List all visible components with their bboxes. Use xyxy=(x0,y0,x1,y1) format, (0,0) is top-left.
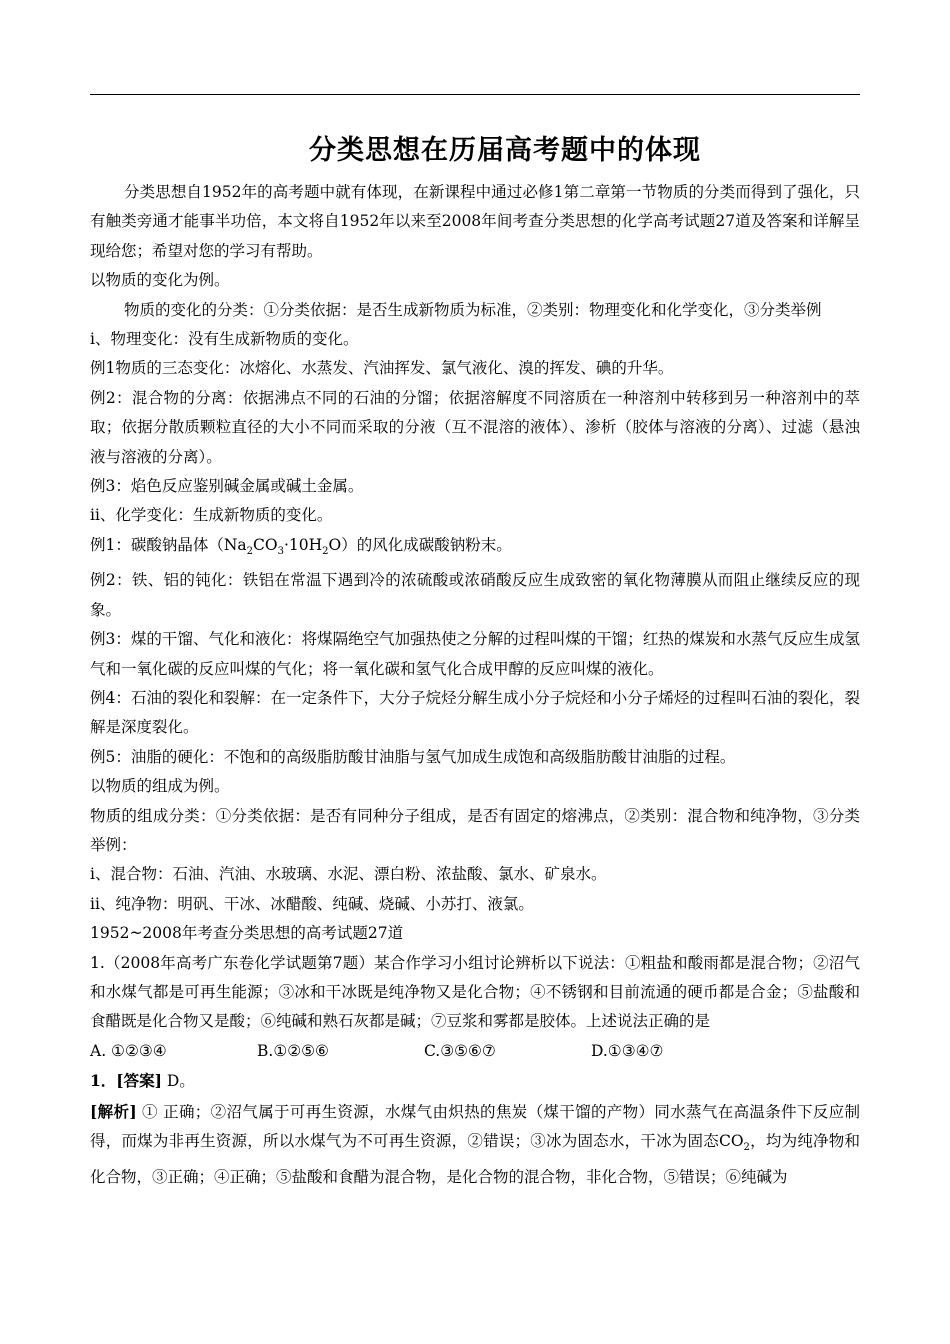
chemical-example-1 xyxy=(90,531,860,567)
question-1-options xyxy=(90,1037,860,1066)
analysis-1 xyxy=(90,1097,860,1192)
option-a: A. ①②③④ xyxy=(90,1041,167,1060)
subscript: 3 xyxy=(277,545,284,557)
question-1: 1.（2008年高考广东卷化学试题第7题）某合作学习小组讨论辨析以下说法：①粗盐和酸雨都是混合物；②沼气和水煤气都是可再生能源；③冰和干冰既是纯净物又是化合物；④不锈钢和目前流通的硬币都是合金；⑤盐酸和食醋既是化合物又是酸；⑥纯碱和熟石灰都是碱；⑦豆浆和雾都是胶体。上述说法正确的是 xyxy=(90,953,860,1031)
chemical-example-5: 例5：油脂的硬化：不饱和的高级脂肪酸甘油脂与氢气加成生成饱和高级脂肪酸甘油脂的过程。 xyxy=(90,747,736,766)
chemical-change-heading: ⅱ、化学变化：生成新物质的变化。 xyxy=(90,506,333,525)
section-heading-questions: 1952~2008年考查分类思想的高考试题27道 xyxy=(90,924,404,943)
subscript: 2 xyxy=(743,1142,750,1154)
answer-value: D。 xyxy=(161,1072,195,1091)
chemical-example-2: 例2：铁、铝的钝化：铁铝在常温下遇到冷的浓硫酸或浓硝酸反应生成致密的氧化物薄膜从而阻止继续反应的现象。 xyxy=(90,571,860,619)
answer-1 xyxy=(90,1066,860,1096)
physical-change-heading: ⅰ、物理变化：没有生成新物质的变化。 xyxy=(90,330,359,349)
answer-label: 1．[答案] xyxy=(90,1071,162,1091)
header-rule xyxy=(90,94,860,95)
option-b: B.①②⑤⑥ xyxy=(257,1041,329,1060)
chemical-example-3: 例3：煤的干馏、气化和液化：将煤隔绝空气加强热使之分解的过程叫煤的干馏；红热的煤炭和水蒸气反应生成氢气和一氧化碳的反应叫煤的气化；将一氧化碳和氢气化合成甲醇的反应叫煤的液化。 xyxy=(90,630,860,678)
composition-classification: 物质的组成分类：①分类依据：是否有同种分子组成，是否有固定的熔沸点，②类别：混合物和纯净物，③分类举例： xyxy=(90,806,860,855)
section-heading-composition: 以物质的组成为例。 xyxy=(90,777,230,796)
physical-example-3: 例3：焰色反应鉴别碱金属或碱土金属。 xyxy=(90,477,364,496)
subscript: 2 xyxy=(322,545,329,557)
analysis-label: [解析] xyxy=(90,1101,137,1121)
physical-example-2: 例2：混合物的分离：依据沸点不同的石油的分馏；依据溶解度不同溶质在一种溶剂中转移到另一种溶剂中的萃取；依据分散质颗粒直径的大小不同而采取的分液（互不混溶的液体）、渗析（胶体与溶液的分离）、过滤（悬浊液与溶液的分离）。 xyxy=(90,388,860,466)
text-span: ·10H xyxy=(284,535,323,554)
chemical-example-4: 例4：石油的裂化和裂解：在一定条件下，大分子烷烃分解生成小分子烷烃和小分子烯烃的过程叫石油的裂化，裂解是深度裂化。 xyxy=(90,689,860,737)
document-body xyxy=(90,178,860,1192)
subscript: 2 xyxy=(246,545,254,557)
text-span: 例1：碳酸钠晶体（Na xyxy=(90,535,247,554)
text-span: CO xyxy=(253,535,278,554)
pure-substance-list: ⅱ、纯净物：明矾、干冰、冰醋酸、纯碱、烧碱、小苏打、液氯。 xyxy=(90,894,534,913)
intro-paragraph: 分类思想自1952年的高考题中就有体现，在新课程中通过必修1第二章第一节物质的分类而得到了强化，只有触类旁通才能事半功倍，本文将自1952年以来至2008年间考查分类思想的化学高考试题27道及答案和详解呈现给您；希望对您的学习有帮助。 xyxy=(90,183,860,260)
text-span: O）的风化成碳酸钠粉末。 xyxy=(328,535,512,554)
change-classification: 物质的变化的分类：①分类依据：是否生成新物质为标准，②类别：物理变化和化学变化，③分类举例 xyxy=(124,300,822,319)
page-title: 分类思想在历届高考题中的体现 xyxy=(309,135,701,166)
physical-example-1: 例1物质的三态变化：冰熔化、水蒸发、汽油挥发、氯气液化、溴的挥发、碘的升华。 xyxy=(90,359,674,378)
mixture-list: ⅰ、混合物：石油、汽油、水玻璃、水泥、漂白粉、浓盐酸、氯水、矿泉水。 xyxy=(90,865,607,884)
section-heading-change: 以物质的变化为例。 xyxy=(90,271,230,290)
option-c: C.③⑤⑥⑦ xyxy=(424,1041,496,1060)
text-span: ，均为纯净物和化合物，③正确；④正确；⑤盐酸和食醋为混合物，是化合物的混合物，非化合物，⑤错误；⑥纯碱为 xyxy=(90,1132,860,1186)
text-span: ① 正确；②沼气属于可再生资源，水煤气由炽热的焦炭（煤干馏的产物）同水蒸气在高温条件下反应制得，而煤为非再生资源，所以水煤气为不可再生资源，②错误；③冰为固态水，干冰为固态CO xyxy=(90,1102,861,1151)
option-d: D.①③④⑦ xyxy=(591,1041,664,1060)
